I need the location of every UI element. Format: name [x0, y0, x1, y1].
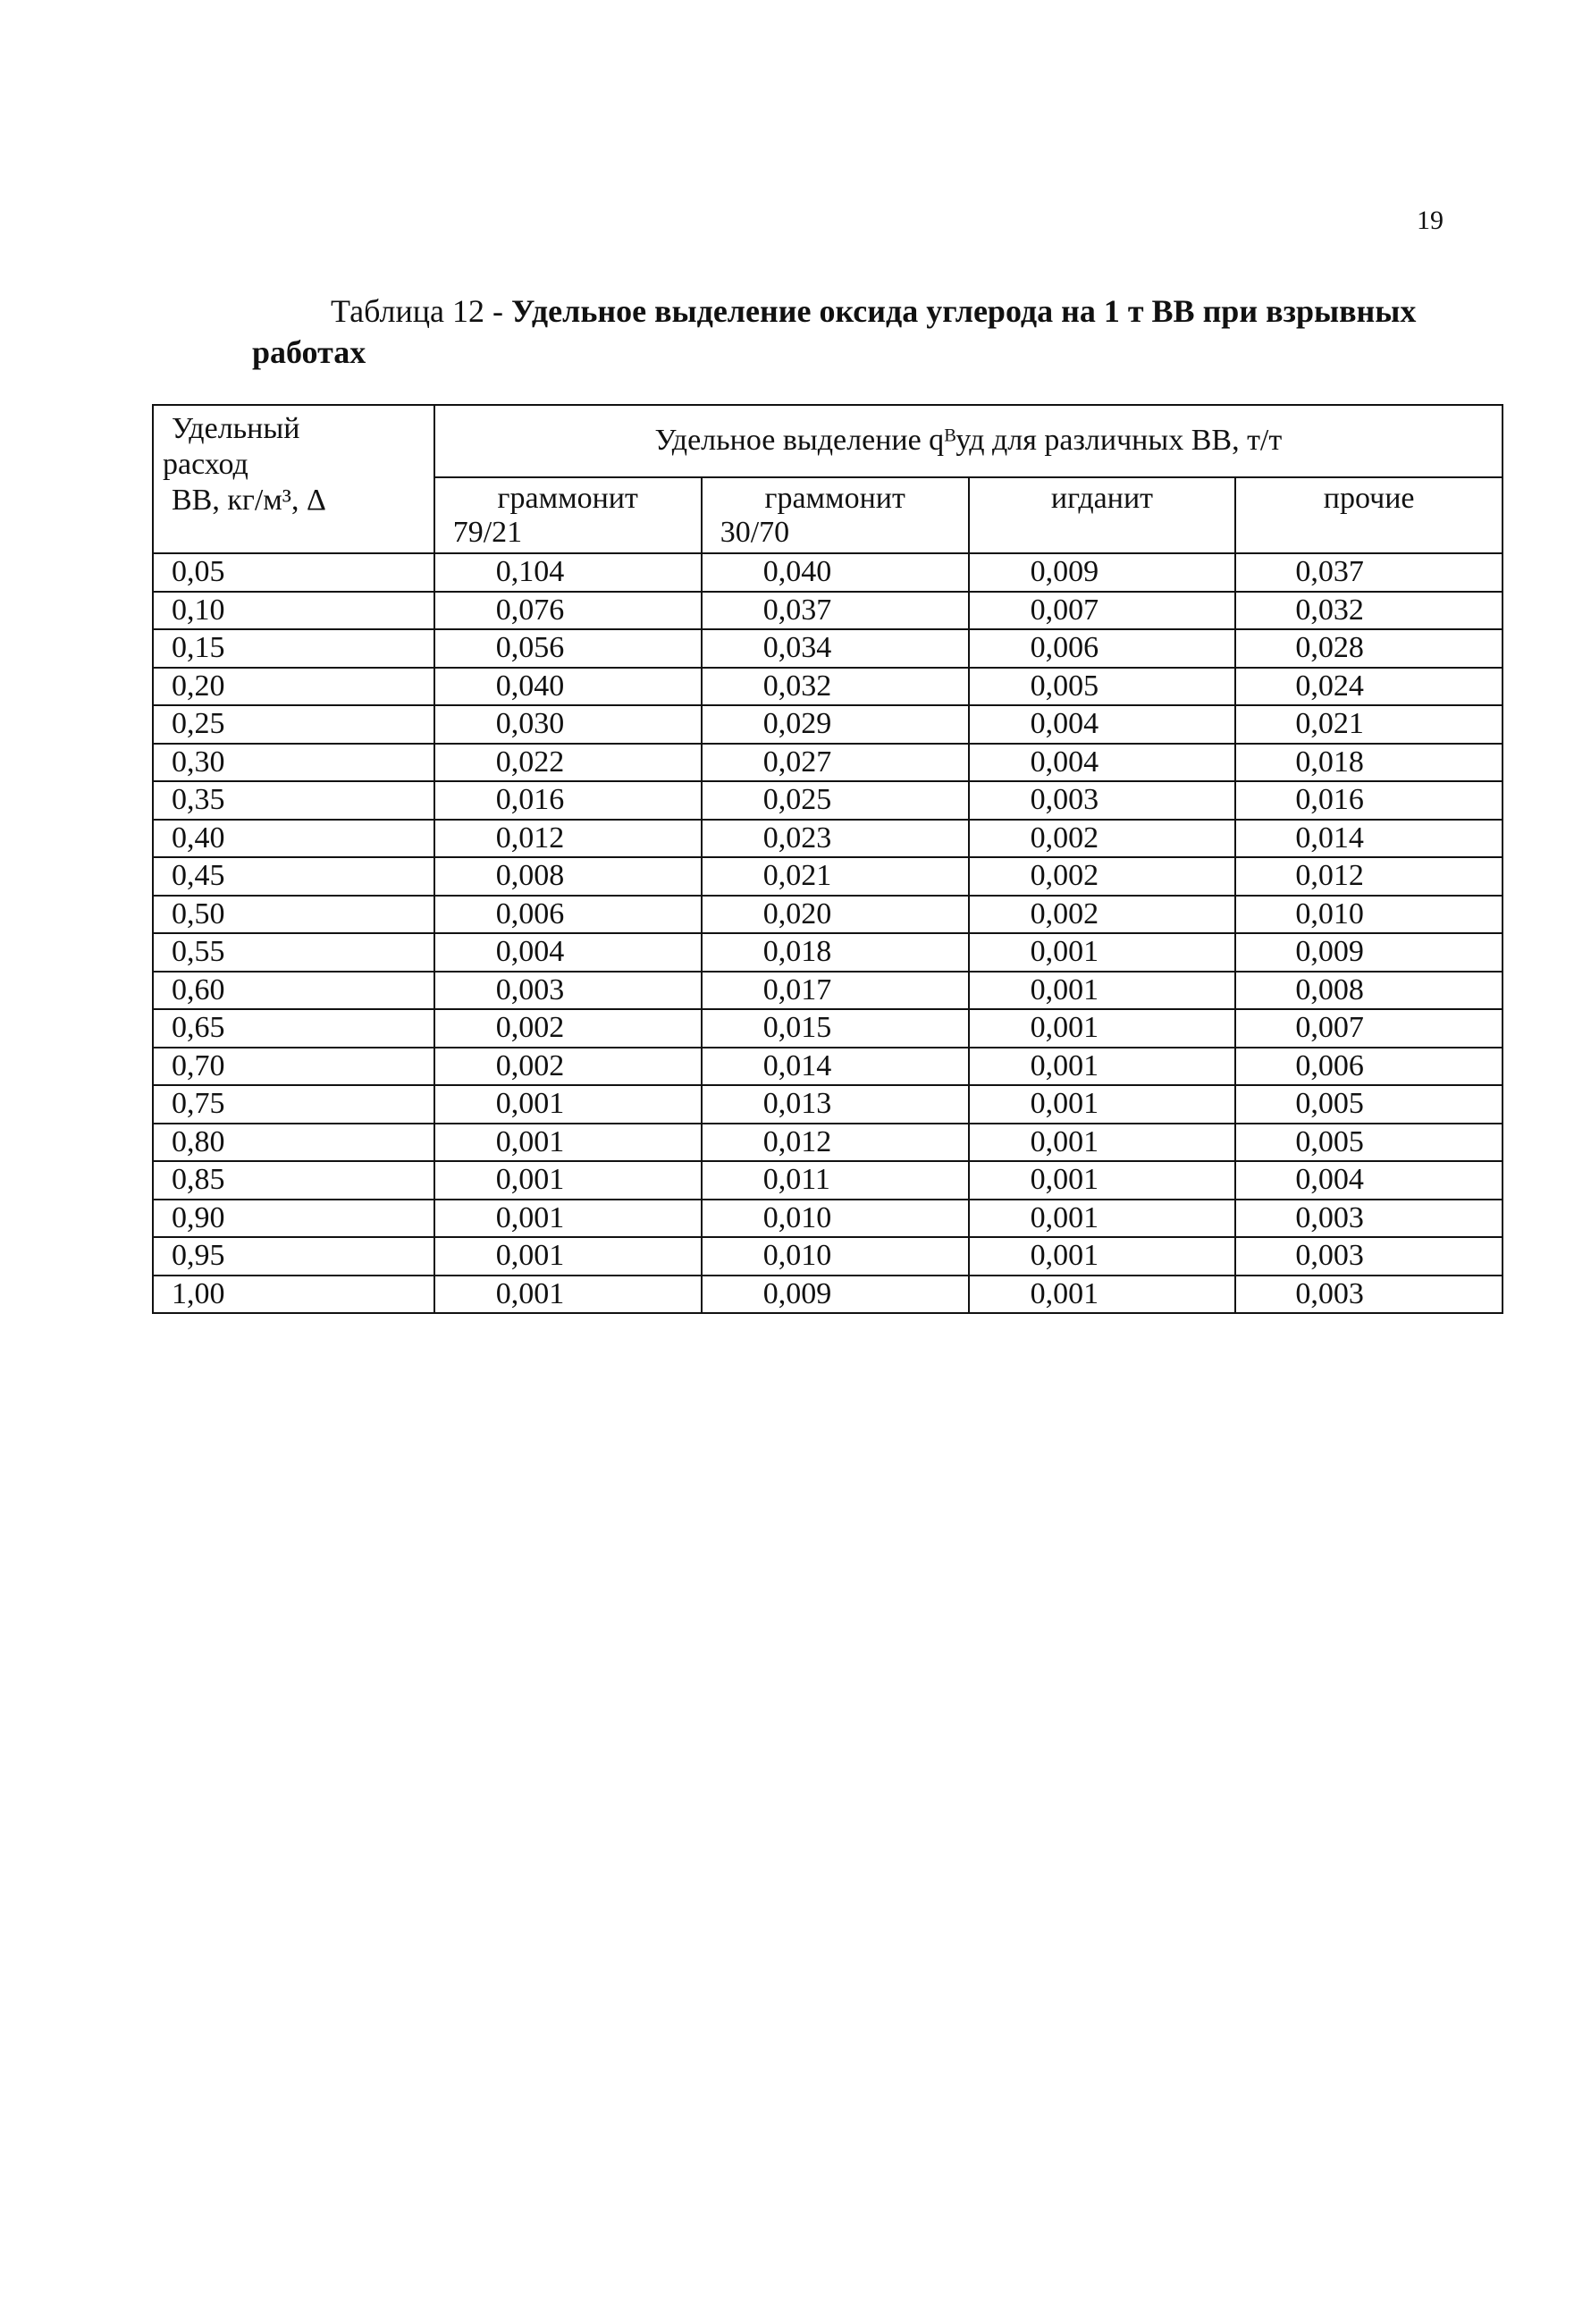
- table-body: [153, 553, 1503, 1313]
- cell-specific-consumption: 0,65: [153, 1009, 434, 1048]
- table-caption: [252, 290, 1468, 373]
- cell-specific-consumption: 0,25: [153, 705, 434, 744]
- cell-other: 0,028: [1235, 629, 1503, 668]
- cell-other: 0,005: [1235, 1085, 1503, 1124]
- cell-specific-consumption: 0,85: [153, 1161, 434, 1200]
- cell-grammonit-79-21: 0,001: [434, 1276, 702, 1314]
- table-row: [153, 668, 1503, 706]
- header-col4-line1: прочие: [1323, 481, 1415, 515]
- cell-grammonit-30-70: 0,027: [702, 744, 969, 782]
- header-param-line-1: Удельный: [172, 412, 300, 445]
- table-header-row: [153, 405, 1503, 477]
- cell-specific-consumption: 0,50: [153, 896, 434, 934]
- table-row: [153, 1009, 1503, 1048]
- cell-grammonit-79-21: 0,002: [434, 1009, 702, 1048]
- cell-other: 0,008: [1235, 972, 1503, 1010]
- table-row: [153, 1276, 1503, 1314]
- cell-grammonit-79-21: 0,001: [434, 1161, 702, 1200]
- cell-grammonit-30-70: 0,010: [702, 1200, 969, 1238]
- cell-grammonit-79-21: 0,030: [434, 705, 702, 744]
- header-specific-consumption: [153, 405, 434, 553]
- cell-grammonit-30-70: 0,020: [702, 896, 969, 934]
- cell-specific-consumption: 1,00: [153, 1276, 434, 1314]
- cell-grammonit-30-70: 0,032: [702, 668, 969, 706]
- cell-igdanit: 0,004: [969, 705, 1236, 744]
- cell-grammonit-79-21: 0,001: [434, 1200, 702, 1238]
- table-row: [153, 1237, 1503, 1276]
- cell-specific-consumption: 0,40: [153, 820, 434, 858]
- table-row: [153, 1200, 1503, 1238]
- table-row: [153, 857, 1503, 896]
- cell-grammonit-30-70: 0,009: [702, 1276, 969, 1314]
- cell-grammonit-30-70: 0,013: [702, 1085, 969, 1124]
- cell-other: 0,016: [1235, 781, 1503, 820]
- header-param-line-3: ВВ, кг/м³, Δ: [172, 484, 326, 517]
- cell-specific-consumption: 0,35: [153, 781, 434, 820]
- cell-igdanit: 0,001: [969, 1200, 1236, 1238]
- cell-igdanit: 0,001: [969, 933, 1236, 972]
- cell-grammonit-79-21: 0,001: [434, 1085, 702, 1124]
- cell-grammonit-79-21: 0,001: [434, 1124, 702, 1162]
- cell-igdanit: 0,002: [969, 820, 1236, 858]
- header-grammonit-30-70: [702, 477, 969, 553]
- cell-igdanit: 0,001: [969, 1276, 1236, 1314]
- cell-specific-consumption: 0,20: [153, 668, 434, 706]
- cell-grammonit-30-70: 0,018: [702, 933, 969, 972]
- header-col3-line1: игданит: [1050, 481, 1154, 515]
- cell-igdanit: 0,004: [969, 744, 1236, 782]
- cell-specific-consumption: 0,95: [153, 1237, 434, 1276]
- header-specific-emission: Удельное выделение qᴮуд для различных ВВ, т/т: [434, 405, 1503, 477]
- cell-grammonit-30-70: 0,029: [702, 705, 969, 744]
- cell-grammonit-79-21: 0,004: [434, 933, 702, 972]
- cell-grammonit-30-70: 0,014: [702, 1048, 969, 1086]
- cell-grammonit-79-21: 0,016: [434, 781, 702, 820]
- table-header: [153, 405, 1503, 553]
- cell-other: 0,003: [1235, 1276, 1503, 1314]
- cell-other: 0,021: [1235, 705, 1503, 744]
- cell-other: 0,024: [1235, 668, 1503, 706]
- cell-grammonit-79-21: 0,001: [434, 1237, 702, 1276]
- cell-igdanit: 0,003: [969, 781, 1236, 820]
- cell-grammonit-79-21: 0,008: [434, 857, 702, 896]
- cell-specific-consumption: 0,70: [153, 1048, 434, 1086]
- table-row: [153, 705, 1503, 744]
- cell-grammonit-79-21: 0,012: [434, 820, 702, 858]
- cell-igdanit: 0,001: [969, 1085, 1236, 1124]
- table-row: [153, 820, 1503, 858]
- table-row: [153, 553, 1503, 592]
- table-caption-title: Удельное выделение оксида углерода на 1 т ВВ при взрывных работах: [252, 293, 1417, 370]
- cell-other: 0,037: [1235, 553, 1503, 592]
- header-other: [1235, 477, 1503, 553]
- cell-grammonit-79-21: 0,022: [434, 744, 702, 782]
- table-row: [153, 896, 1503, 934]
- cell-grammonit-30-70: 0,040: [702, 553, 969, 592]
- cell-igdanit: 0,005: [969, 668, 1236, 706]
- cell-grammonit-30-70: 0,023: [702, 820, 969, 858]
- header-col1-line1: граммонит: [497, 481, 638, 515]
- cell-other: 0,009: [1235, 933, 1503, 972]
- cell-grammonit-30-70: 0,012: [702, 1124, 969, 1162]
- cell-other: 0,005: [1235, 1124, 1503, 1162]
- cell-grammonit-79-21: 0,040: [434, 668, 702, 706]
- table-row: [153, 781, 1503, 820]
- cell-igdanit: 0,002: [969, 896, 1236, 934]
- table-row: [153, 592, 1503, 630]
- header-param-line-2: расход: [163, 448, 248, 481]
- cell-specific-consumption: 0,55: [153, 933, 434, 972]
- cell-other: 0,003: [1235, 1237, 1503, 1276]
- table-row: [153, 972, 1503, 1010]
- cell-grammonit-30-70: 0,017: [702, 972, 969, 1010]
- cell-specific-consumption: 0,30: [153, 744, 434, 782]
- table-row: [153, 629, 1503, 668]
- table-row: [153, 1048, 1503, 1086]
- header-grammonit-79-21: [434, 477, 702, 553]
- cell-grammonit-30-70: 0,021: [702, 857, 969, 896]
- cell-grammonit-30-70: 0,034: [702, 629, 969, 668]
- cell-igdanit: 0,002: [969, 857, 1236, 896]
- co-emission-table: [152, 404, 1503, 1314]
- cell-specific-consumption: 0,75: [153, 1085, 434, 1124]
- cell-igdanit: 0,001: [969, 1124, 1236, 1162]
- table-row: [153, 1124, 1503, 1162]
- cell-grammonit-30-70: 0,037: [702, 592, 969, 630]
- cell-igdanit: 0,001: [969, 1009, 1236, 1048]
- table-row: [153, 1161, 1503, 1200]
- header-igdanit: [969, 477, 1236, 553]
- cell-other: 0,003: [1235, 1200, 1503, 1238]
- header-col2-line2: 30/70: [720, 515, 790, 549]
- cell-other: 0,012: [1235, 857, 1503, 896]
- cell-igdanit: 0,001: [969, 1161, 1236, 1200]
- table-row: [153, 933, 1503, 972]
- cell-other: 0,032: [1235, 592, 1503, 630]
- cell-igdanit: 0,009: [969, 553, 1236, 592]
- cell-specific-consumption: 0,15: [153, 629, 434, 668]
- cell-other: 0,004: [1235, 1161, 1503, 1200]
- cell-other: 0,010: [1235, 896, 1503, 934]
- table-row: [153, 744, 1503, 782]
- cell-specific-consumption: 0,05: [153, 553, 434, 592]
- cell-other: 0,014: [1235, 820, 1503, 858]
- cell-igdanit: 0,007: [969, 592, 1236, 630]
- page-number: 19: [1417, 206, 1444, 235]
- cell-grammonit-79-21: 0,056: [434, 629, 702, 668]
- cell-grammonit-79-21: 0,003: [434, 972, 702, 1010]
- table-caption-label: Таблица 12 -: [331, 293, 503, 329]
- cell-specific-consumption: 0,10: [153, 592, 434, 630]
- cell-specific-consumption: 0,60: [153, 972, 434, 1010]
- cell-grammonit-30-70: 0,011: [702, 1161, 969, 1200]
- cell-grammonit-30-70: 0,025: [702, 781, 969, 820]
- cell-other: 0,006: [1235, 1048, 1503, 1086]
- cell-grammonit-79-21: 0,104: [434, 553, 702, 592]
- cell-other: 0,018: [1235, 744, 1503, 782]
- cell-grammonit-30-70: 0,015: [702, 1009, 969, 1048]
- cell-grammonit-79-21: 0,006: [434, 896, 702, 934]
- table-row: [153, 1085, 1503, 1124]
- cell-specific-consumption: 0,45: [153, 857, 434, 896]
- header-col1-line2: 79/21: [452, 515, 523, 549]
- cell-other: 0,007: [1235, 1009, 1503, 1048]
- cell-grammonit-30-70: 0,010: [702, 1237, 969, 1276]
- cell-specific-consumption: 0,80: [153, 1124, 434, 1162]
- cell-grammonit-79-21: 0,002: [434, 1048, 702, 1086]
- cell-specific-consumption: 0,90: [153, 1200, 434, 1238]
- cell-igdanit: 0,001: [969, 1237, 1236, 1276]
- cell-igdanit: 0,001: [969, 972, 1236, 1010]
- cell-grammonit-79-21: 0,076: [434, 592, 702, 630]
- cell-igdanit: 0,001: [969, 1048, 1236, 1086]
- cell-igdanit: 0,006: [969, 629, 1236, 668]
- header-col2-line1: граммонит: [764, 481, 905, 515]
